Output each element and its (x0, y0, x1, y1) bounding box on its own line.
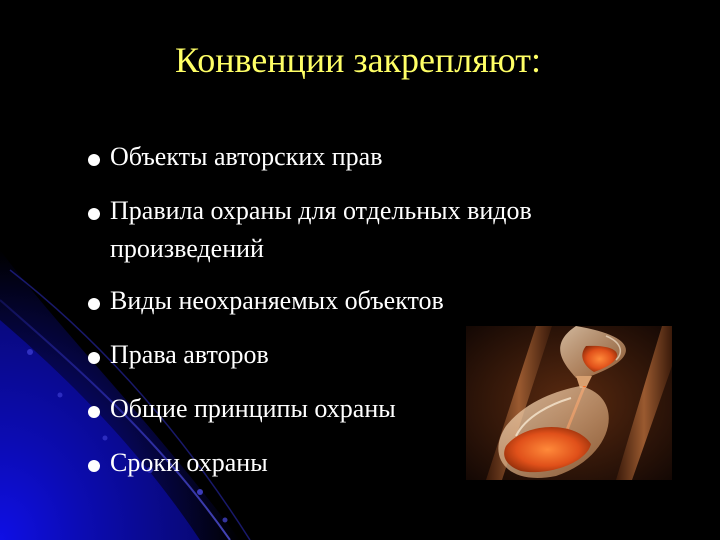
bullet-icon (88, 406, 100, 418)
bullet-icon (88, 208, 100, 220)
bullet-icon (88, 154, 100, 166)
bullet-item (88, 282, 680, 320)
bullet-item (88, 192, 680, 268)
bullet-text: Объекты авторских прав (110, 142, 383, 171)
bullet-text: Общие принципы охраны (110, 394, 396, 423)
slide-title: Конвенции закрепляют: (175, 40, 541, 80)
hourglass-icon (466, 326, 672, 480)
bullet-icon (88, 298, 100, 310)
bullet-item (88, 138, 680, 176)
bullet-text: Сроки охраны (110, 448, 268, 477)
bullet-icon (88, 352, 100, 364)
bullet-text: Правила охраны для отдельных видов произведений (110, 196, 532, 263)
bullet-text: Права авторов (110, 340, 269, 369)
hourglass-photo (466, 326, 672, 480)
bullet-icon (88, 460, 100, 472)
bullet-text: Виды неохраняемых объектов (110, 286, 444, 315)
